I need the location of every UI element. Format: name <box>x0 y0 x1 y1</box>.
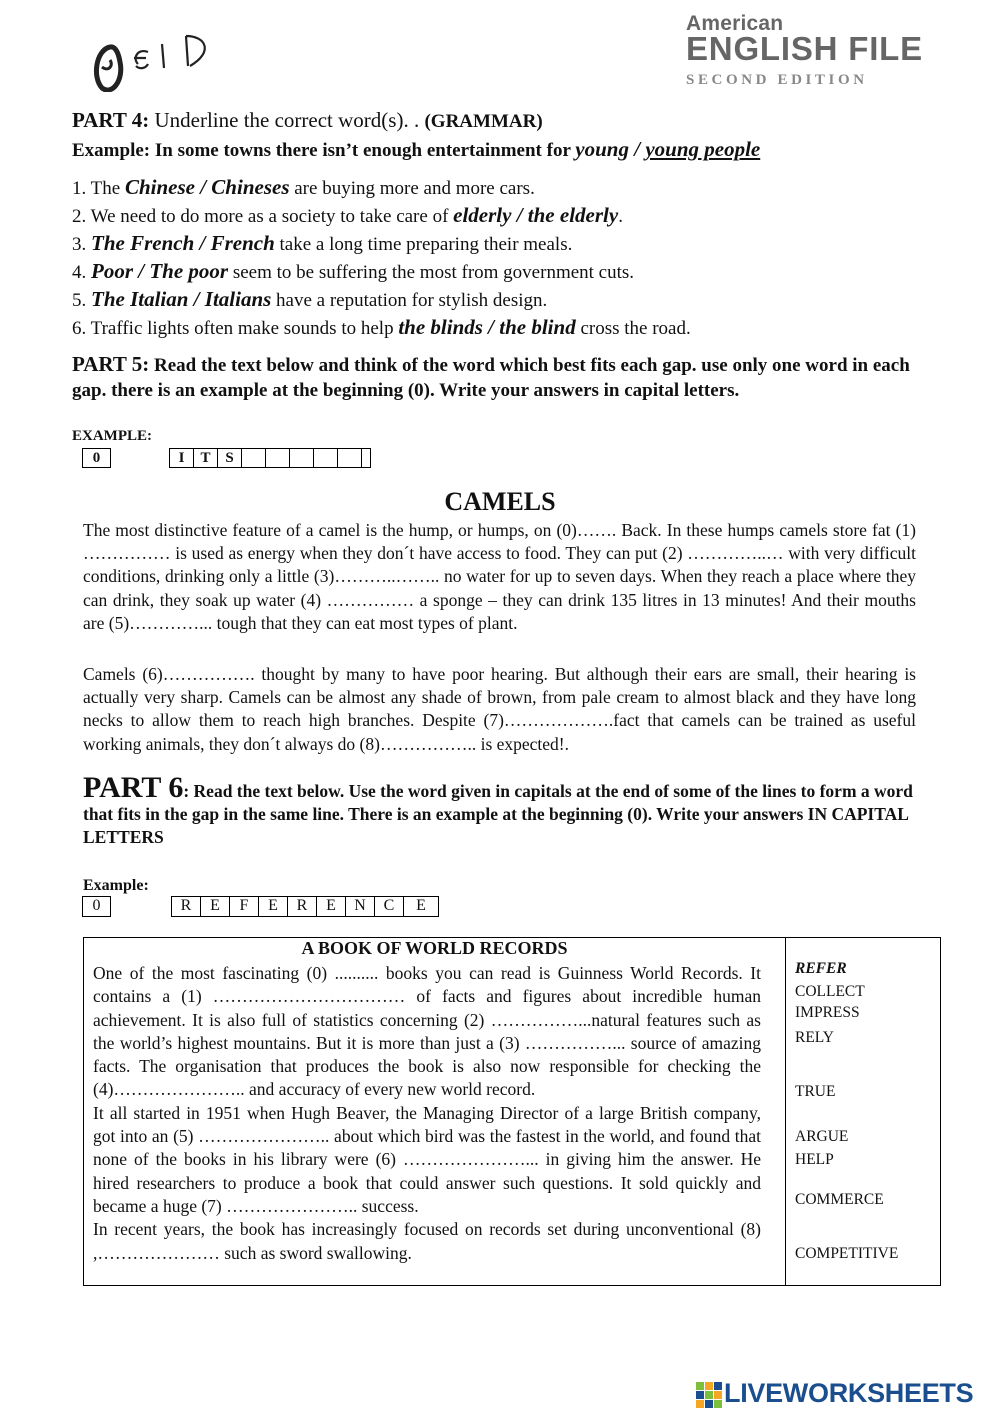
item-text: have a reputation for stylish design. <box>271 290 548 311</box>
item-text: cross the road. <box>575 318 691 339</box>
item-text: 6. Traffic lights often make sounds to help <box>72 318 399 339</box>
word-choice[interactable]: The Italian / Italians <box>91 287 272 311</box>
keyword: IMPRESS <box>795 1004 860 1021</box>
part5-example-number-box: 0 <box>82 448 111 468</box>
part4-heading: PART 4: <box>72 108 150 132</box>
camels-paragraph-2: Camels (6)……………. thought by many to have poor hearing. But although their ears are small, their hearing is actually very sharp. Camels can be almost any shade of brown, from pale cream to almost black and they have long necks to allow them to reach high branches. Despite (7)……………….fact that camels can be trained as useful working animals, they don´t always do (8)…………….. is expected!. <box>83 664 916 754</box>
grammar-item-4 <box>72 258 691 286</box>
grammar-item-6 <box>72 314 691 342</box>
logo-line-3: SECOND EDITION <box>686 72 868 88</box>
grammar-item-1 <box>72 174 691 202</box>
grammar-item-2 <box>72 202 691 230</box>
table-body <box>93 962 761 1265</box>
word-choice[interactable]: The French / French <box>91 231 275 255</box>
example-letter-box <box>337 448 362 468</box>
part4-example <box>72 137 760 162</box>
example-letter-box: E <box>403 896 439 917</box>
part6-instruction: : Read the text below. Use the word given in capitals at the end of some of the lines to form a word that fits in the gap in the same line. There is an example at the beginning (0). Write your answers IN CAPITAL LETTERS <box>83 781 913 847</box>
part5-heading: PART 5: <box>72 352 150 376</box>
keyword: HELP <box>795 1151 834 1168</box>
item-text: 2. We need to do more as a society to take care of <box>72 206 454 227</box>
example-letter-box <box>313 448 338 468</box>
keyword: ARGUE <box>795 1128 849 1145</box>
item-text: seem to be suffering the most from government cuts. <box>228 262 635 283</box>
example-letter-box: R <box>171 896 201 917</box>
word-choice[interactable]: Poor / The poor <box>91 259 229 283</box>
example-letter-box: T <box>193 448 218 468</box>
part4-title <box>72 108 543 133</box>
keyword: TRUE <box>795 1083 836 1100</box>
keyword: COMPETITIVE <box>795 1245 899 1262</box>
part4-example-option-2: young people <box>645 137 761 161</box>
item-text: 5. <box>72 290 91 311</box>
item-text: 4. <box>72 262 91 283</box>
item-text: 3. <box>72 234 91 255</box>
example-letter-box: N <box>345 896 375 917</box>
example-letter-box: E <box>258 896 288 917</box>
part6-instructions <box>83 771 933 849</box>
table-paragraph-1: One of the most fascinating (0) .......... books you can read is Guinness World Records. It contains a (1) …………………………… of facts and figures about incredible human achievement. It is also full of statistics concerning (2) ……………...natural features such as the world’s highest mountains. But it is more than just a (3) ……………... source of amazing facts. The organisation that produces the book is also now responsible for checking the (4)………………….. and accuracy of every new world record. <box>93 963 761 1100</box>
table-paragraph-3: In recent years, the book has increasingly focused on records set during unconventional (8) ,………………… such as sword swallowing. <box>93 1219 761 1263</box>
grammar-list <box>72 174 691 342</box>
camels-paragraph-1: The most distinctive feature of a camel is the hump, or humps, on (0)……. Back. In these humps camels store fat (1) …………… is used as energy when they don´t have access to food. They can put (2) …………..… with very difficult conditions, drinking only a little (3)………..…….. no water for up to seven days. When they reach a place where they can drink, they soak up water (4) …………… a sponge – they can drink 135 litres in 13 minutes! And their mouths are (5)…………... tough that they can eat most types of plant. <box>83 520 916 633</box>
keyword: REFER <box>795 960 847 977</box>
keyword: COLLECT <box>795 983 865 1000</box>
example-letter-box <box>241 448 266 468</box>
grammar-item-3 <box>72 230 691 258</box>
camels-title: CAMELS <box>444 487 556 516</box>
example-letter-box: S <box>217 448 242 468</box>
world-records-table <box>83 937 941 1286</box>
item-text: 1. The <box>72 178 125 199</box>
keyword: COMMERCE <box>795 1191 884 1208</box>
keyword: RELY <box>795 1029 834 1046</box>
part4-tag: (GRAMMAR) <box>424 111 543 132</box>
example-letter-box: R <box>287 896 317 917</box>
logo-line-2: ENGLISH FILE <box>686 30 923 67</box>
table-title: A BOOK OF WORLD RECORDS <box>301 938 568 958</box>
table-paragraph-2: It all started in 1951 when Hugh Beaver, the Managing Director of a large British company, got into an (5) ………………….. about which bird was the fastest in the world, and found that none of the books in his library were (6) …………………... in giving him the answer. He hired researchers to produce a book that could answer such questions. It sold quickly and became a huge (7) ………………….. success. <box>93 1102 761 1216</box>
example-letter-box <box>289 448 314 468</box>
american-english-file-logo <box>686 12 946 89</box>
part4-example-option-1: young / <box>575 137 646 161</box>
item-text: . <box>618 206 623 227</box>
table-divider <box>785 938 786 1285</box>
word-choice[interactable]: Chinese / Chineses <box>124 175 290 199</box>
word-choice[interactable]: elderly / the elderly <box>453 203 619 227</box>
liveworksheets-logo-icon <box>696 1382 722 1408</box>
example-letter-box: E <box>200 896 230 917</box>
example-letter-box <box>361 448 371 468</box>
part6-example-number-box: 0 <box>82 896 111 917</box>
handwritten-code <box>88 22 228 92</box>
part4-example-prefix: Example: In some towns there isn’t enough entertainment for <box>72 140 576 161</box>
part6-heading: PART 6 <box>83 771 184 804</box>
example-letter-box: I <box>169 448 194 468</box>
example-letter-box: C <box>374 896 404 917</box>
part5-example-label: EXAMPLE: <box>72 428 152 444</box>
liveworksheets-wordmark: LIVEWORKSHEETS <box>724 1378 974 1408</box>
part6-example-label: Example: <box>83 877 149 894</box>
example-letter-box: E <box>316 896 346 917</box>
part5-instructions <box>72 352 932 403</box>
word-choice[interactable]: the blinds / the blind <box>398 315 576 339</box>
example-letter-box <box>265 448 290 468</box>
grammar-item-5 <box>72 286 691 314</box>
example-letter-box: F <box>229 896 259 917</box>
part4-instruction: Underline the correct word(s). . <box>149 108 425 132</box>
item-text: take a long time preparing their meals. <box>274 234 573 255</box>
part5-instruction: Read the text below and think of the word which best fits each gap. use only one word in each gap. there is an example at the beginning (0). Write your answers in capital letters. <box>72 355 910 401</box>
item-text: are buying more and more cars. <box>289 178 535 199</box>
liveworksheets-brand <box>694 1376 994 1410</box>
logo-line-1: American <box>686 12 784 35</box>
